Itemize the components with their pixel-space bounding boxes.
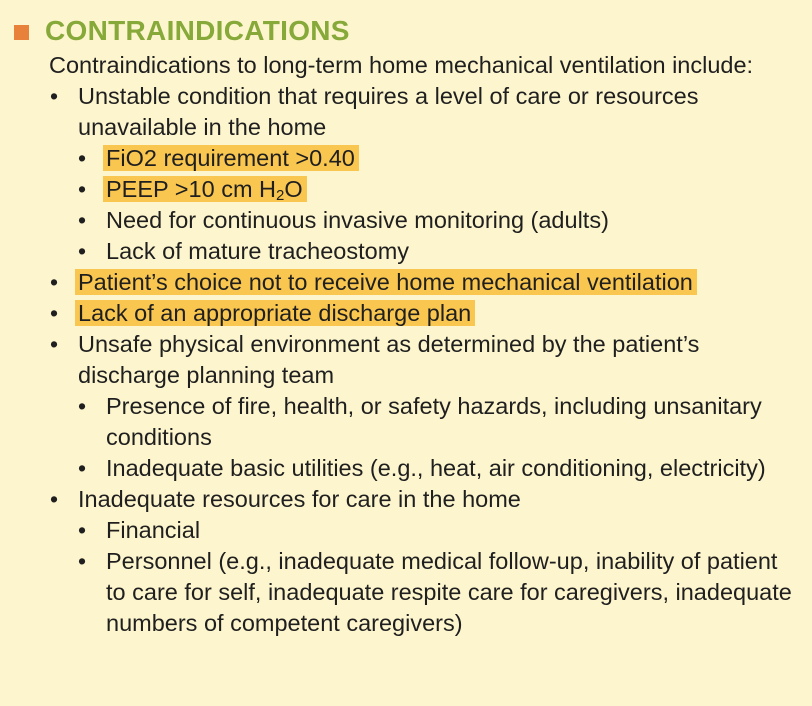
bullet-icon: •	[78, 455, 87, 481]
bullet-icon: •	[50, 300, 59, 326]
contraindications-list	[14, 81, 792, 639]
highlighted-text: FiO2 requirement >0.40	[103, 145, 359, 171]
list-item-unsafe-environment	[14, 329, 792, 484]
sublist-item-personnel	[78, 546, 792, 639]
list-item-text: Lack of mature tracheostomy	[106, 238, 410, 264]
bullet-icon: •	[78, 393, 87, 419]
sublist-inadequate-resources	[78, 515, 792, 639]
list-item-text: Inadequate basic utilities (e.g., heat, air conditioning, electricity)	[106, 455, 766, 481]
sublist-item-hazards	[78, 391, 792, 453]
sublist-item-financial	[78, 515, 792, 546]
list-item-text: Need for continuous invasive monitoring (adults)	[106, 207, 609, 233]
bullet-icon: •	[50, 486, 59, 512]
bullet-icon: •	[78, 176, 87, 202]
highlighted-text: Lack of an appropriate discharge plan	[75, 300, 475, 326]
list-item-unstable-condition	[14, 81, 792, 267]
list-item-patient-choice	[14, 267, 792, 298]
bullet-icon: •	[50, 83, 59, 109]
list-item-text: Presence of fire, health, or safety hazards, including unsanitary conditions	[106, 393, 762, 450]
sublist-item-monitoring	[78, 205, 792, 236]
sublist-item-tracheostomy	[78, 236, 792, 267]
bullet-icon: •	[78, 238, 87, 264]
section-heading: CONTRAINDICATIONS	[45, 15, 350, 46]
list-item-text: Unstable condition that requires a level of care or resources unavailable in the home	[78, 83, 699, 140]
list-item-text: Personnel (e.g., inadequate medical follow-up, inability of patient to care for self, inadequate respite care for caregivers, inadequate numbers of competent caregivers)	[106, 548, 792, 636]
sublist-item-fio2	[78, 143, 792, 174]
sublist-unstable-condition	[78, 143, 792, 267]
sublist-unsafe-environment	[78, 391, 792, 484]
list-item-discharge-plan	[14, 298, 792, 329]
square-icon	[14, 25, 29, 40]
list-item-text: Inadequate resources for care in the home	[78, 486, 521, 512]
peep-text-end: O	[284, 176, 303, 202]
subscript-2: 2	[276, 187, 285, 204]
highlighted-text: Patient’s choice not to receive home mechanical ventilation	[75, 269, 697, 295]
highlighted-text	[103, 176, 307, 202]
bullet-icon: •	[50, 331, 59, 357]
peep-text: PEEP >10 cm H	[106, 176, 277, 202]
list-item-inadequate-resources	[14, 484, 792, 639]
bullet-icon: •	[50, 269, 59, 295]
intro-text: Contraindications to long-term home mechanical ventilation include:	[49, 52, 754, 78]
sublist-item-peep	[78, 174, 792, 205]
bullet-icon: •	[78, 207, 87, 233]
bullet-icon: •	[78, 548, 87, 574]
list-item-text: Unsafe physical environment as determined by the patient’s discharge planning team	[78, 331, 700, 388]
sublist-item-utilities	[78, 453, 792, 484]
section-heading-row	[14, 14, 792, 48]
bullet-icon: •	[78, 145, 87, 171]
bullet-icon: •	[78, 517, 87, 543]
list-item-text: Financial	[106, 517, 201, 543]
